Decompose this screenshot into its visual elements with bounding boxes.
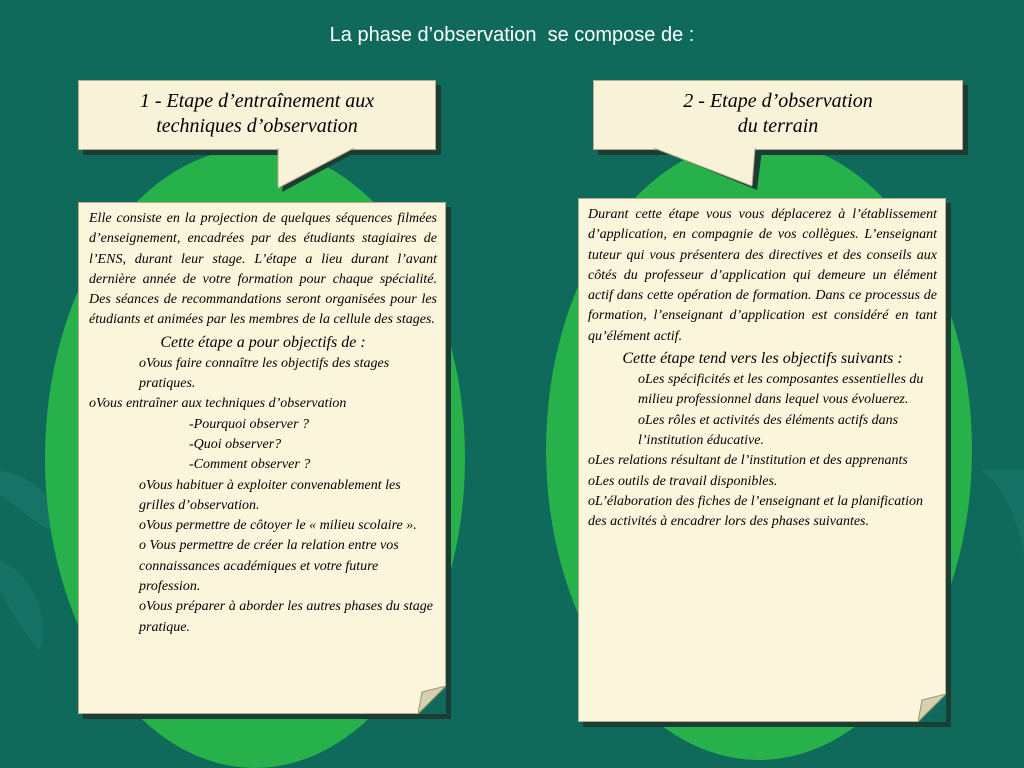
left-list-item: o Vous permettre de créer la relation entre vos connaissances académiques et votre future profession. <box>139 538 399 595</box>
slide-title: La phase d’observation se compose de : <box>329 24 695 46</box>
left-list-item: oVous entraîner aux techniques d’observation <box>89 396 347 412</box>
right-note-card <box>578 198 946 722</box>
left-page-curl <box>418 686 446 714</box>
left-heading-line2: techniques d’observation <box>156 115 358 137</box>
left-objectives-heading: Cette étape a pour objectifs de : <box>160 333 366 351</box>
right-heading-callout <box>593 80 963 150</box>
left-intro-text: Elle consiste en la projection de quelques séquences filmées d’enseignement, encadrées par des étudiants stagiaires de l’ENS, durant leur stage. L’étape a lieu durant l’avant dernière année de votre formation pour chaque spécialité. Des séances de recommandations seront organisées pour les étudiants et animées par les membres de la cellule des stages. <box>89 211 437 328</box>
right-heading-line2: du terrain <box>737 115 819 137</box>
right-page-curl <box>918 694 946 722</box>
right-intro-text: Durant cette étape vous vous déplacerez à l’établissement d’application, en compagnie de vos collègues. L’enseignant tuteur qui vous présentera des directives et des conseils aux côtés du professeur d’application qui demeure un élément actif dans cette opération de formation. Dans ce processus de formation, l’enseignant d’application est considéré en tant qu’élément actif. <box>588 207 937 344</box>
left-list-item: oVous faire connaître les objectifs des stages pratiques. <box>139 355 390 392</box>
right-list-item: oLes rôles et activités des éléments actifs dans l’institution éducative. <box>638 412 899 448</box>
left-heading-callout <box>78 80 436 150</box>
left-list-item: oVous préparer à aborder les autres phases du stage pratique. <box>139 599 433 635</box>
right-list-item: oLes relations résultant de l’institution et des apprenants <box>588 453 908 469</box>
left-note-card <box>78 202 446 714</box>
left-callout-pointer <box>270 148 390 198</box>
left-sub-item: -Pourquoi observer ? <box>189 416 310 432</box>
right-callout-pointer <box>650 148 780 198</box>
right-heading-line1: 2 - Etape d’observation <box>683 90 873 112</box>
right-list-item: oLes spécificités et les composantes essentielles du milieu professionnel dans lequel vous évoluerez. <box>638 372 924 408</box>
left-list-item: oVous habituer à exploiter convenablement les grilles d’observation. <box>139 477 401 513</box>
right-list-item: oL’élaboration des fiches de l’enseignant et la planification des activités à encadrer lors des phases suivantes. <box>588 493 924 530</box>
left-list-item: oVous permettre de côtoyer le « milieu scolaire ». <box>139 518 417 534</box>
right-list-item: oLes outils de travail disponibles. <box>588 473 778 489</box>
left-heading-line1: 1 - Etape d’entraînement aux <box>139 90 375 112</box>
left-sub-item: -Quoi observer? <box>189 436 282 452</box>
right-objectives-heading: Cette étape tend vers les objectifs suivants : <box>622 350 903 368</box>
left-sub-item: -Comment observer ? <box>189 457 311 473</box>
